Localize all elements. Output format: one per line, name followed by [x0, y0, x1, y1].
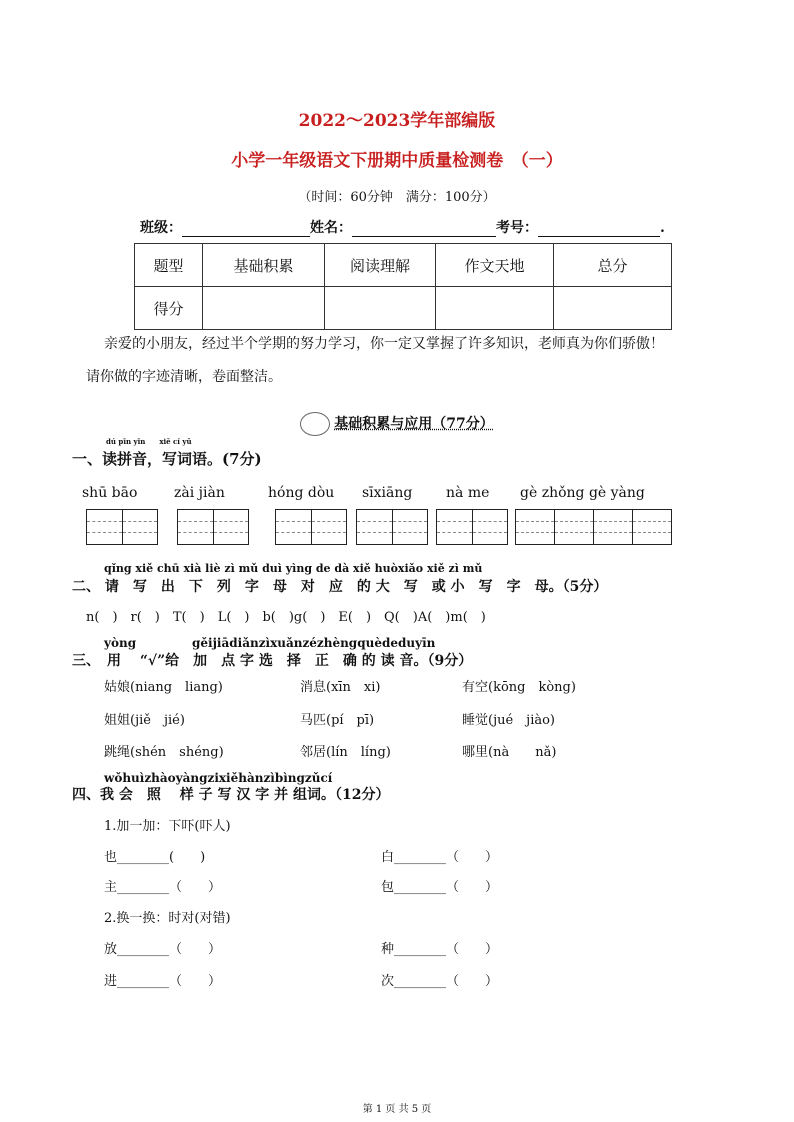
score-cell-reading[interactable]	[325, 287, 436, 330]
score-row-label: 得分	[135, 287, 203, 330]
name-field[interactable]	[352, 222, 496, 237]
q4-pinyin-annotation: wǒhuìzhàoyàngzixiěhànzìbìngzǔcí	[104, 771, 333, 785]
q3-choice[interactable]: 姑娘(niang liang)	[104, 680, 223, 695]
q3-pinyin-right: gěijiādiǎnzìxuǎnzézhèngquèdeduyīn	[192, 636, 436, 650]
score-cell-basic[interactable]	[203, 287, 325, 330]
score-header-type: 题型	[135, 244, 203, 287]
intro-line-2: 请你做的字迹清晰，卷面整洁。	[86, 369, 282, 385]
writing-grid[interactable]	[515, 509, 672, 545]
q3-title: 三、 用 “√”给 加 点 字 选 择 正 确 的 读 音。（9分）	[72, 653, 473, 669]
q4-fill-item[interactable]: 次________（ ）	[381, 974, 499, 989]
writing-grid[interactable]	[436, 509, 508, 545]
q4-title: 四、我 会 照 样 子 写 汉 字 并 组词。（12分）	[72, 787, 390, 803]
exam-title: 小学一年级语文下册期中质量检测卷 （一）	[231, 151, 563, 171]
score-table	[134, 243, 672, 330]
q3-pinyin-left: yòng	[104, 636, 137, 650]
score-header-total: 总分	[554, 244, 672, 287]
decorative-emblem-icon	[300, 412, 330, 436]
student-info-row	[140, 217, 665, 237]
q2-letter-blanks[interactable]: n( ) r( ) T( ) L( ) b( )g( ) E( ) Q( )A( )m( )	[86, 610, 486, 625]
number-field[interactable]	[538, 222, 660, 237]
q4-fill-item[interactable]: 放________（ ）	[104, 942, 222, 957]
q2-title: 二、 请 写 出 下 列 字 母 对 应 的 大 写 或 小 写 字 母。（5分）	[72, 579, 608, 595]
writing-grid[interactable]	[275, 509, 347, 545]
q4-fill-item[interactable]: 种________（ ）	[381, 942, 499, 957]
q4-fill-item[interactable]: 主________（ ）	[104, 880, 222, 895]
q4-fill-item[interactable]: 也________( )	[104, 850, 206, 865]
q4-part1-label: 1.加一加：下吓(吓人)	[104, 819, 231, 834]
intro-line-1: 亲爱的小朋友，经过半个学期的努力学习，你一定又掌握了许多知识，老师真为你们骄傲！	[104, 336, 664, 352]
score-header-writing: 作文天地	[436, 244, 554, 287]
exam-title-year: 2022～2023学年部编版	[298, 111, 496, 131]
q1-word-pinyin: zài jiàn	[174, 485, 225, 501]
section-heading	[0, 412, 794, 436]
q4-part2-label: 2.换一换：时对(对错)	[104, 911, 231, 926]
score-table-score-row	[135, 287, 672, 330]
q3-choice[interactable]: 哪里(nà nǎ)	[462, 745, 557, 760]
writing-grid[interactable]	[177, 509, 249, 545]
q4-fill-item[interactable]: 包________（ ）	[381, 880, 499, 895]
writing-grid[interactable]	[356, 509, 428, 545]
page-footer: 第 1 页 共 5 页	[362, 1104, 432, 1115]
q3-choice[interactable]: 姐姐(jiě jié)	[104, 713, 185, 728]
q4-fill-item[interactable]: 进________（ ）	[104, 974, 222, 989]
q1-word-pinyin: nà me	[446, 485, 490, 501]
q3-choice[interactable]: 有空(kōng kòng)	[462, 680, 576, 695]
score-cell-writing[interactable]	[436, 287, 554, 330]
end-mark: .	[660, 220, 665, 236]
q3-choice[interactable]: 马匹(pí pī)	[300, 713, 375, 728]
writing-grid[interactable]	[86, 509, 158, 545]
q3-choice[interactable]: 邻居(lín líng)	[300, 745, 391, 760]
section-heading-text: 基础积累与应用（77分）	[334, 416, 494, 432]
q1-word-pinyin: gè zhǒng gè yàng	[520, 485, 645, 501]
q3-choice[interactable]: 跳绳(shén shéng)	[104, 745, 224, 760]
number-label: 考号：	[496, 220, 538, 236]
score-header-basic: 基础积累	[203, 244, 325, 287]
class-field[interactable]	[182, 222, 310, 237]
q3-choice[interactable]: 睡觉(jué jiào)	[462, 713, 556, 728]
q1-word-pinyin: hóng dòu	[268, 485, 335, 501]
score-cell-total[interactable]	[554, 287, 672, 330]
class-label: 班级：	[140, 220, 182, 236]
q4-fill-item[interactable]: 白________（ ）	[381, 850, 499, 865]
q1-word-pinyin: shū bāo	[82, 485, 138, 501]
q3-choice[interactable]: 消息(xīn xi)	[300, 680, 381, 695]
q1-pinyin-annotation: dú pīn yīn xiě cí yǔ	[106, 437, 192, 446]
name-label: 姓名：	[310, 220, 352, 236]
q1-title: 一、读拼音，写词语。(7分)	[72, 450, 262, 468]
q1-word-pinyin: sīxiāng	[362, 485, 413, 501]
score-header-reading: 阅读理解	[325, 244, 436, 287]
exam-time-score: （时间：60分钟 满分：100分）	[298, 190, 496, 205]
q2-pinyin-annotation: qǐng xiě chū xià liè zì mǔ duì yìng de dà xiě huòxiǎo xiě zì mǔ	[104, 562, 483, 575]
score-table-header-row	[135, 244, 672, 287]
